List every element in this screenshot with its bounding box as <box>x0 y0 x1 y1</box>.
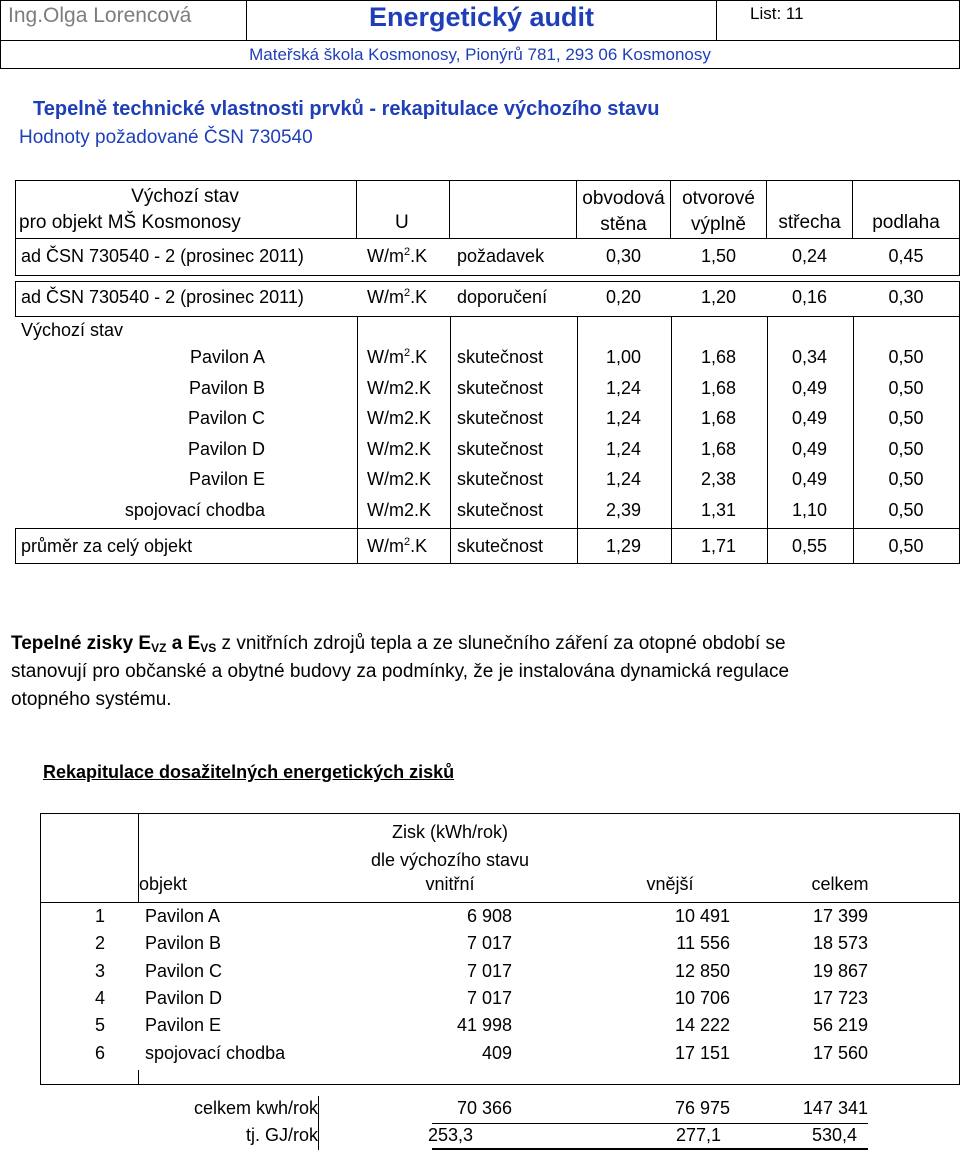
state-row-value: 1,24 <box>605 469 642 489</box>
sum-kwh-total: 147 341 <box>802 1098 868 1118</box>
requirement-roof: 0,24 <box>791 246 828 266</box>
gains-row-external: 10 491 <box>674 906 730 926</box>
requirement-label: ad ČSN 730540 - 2 (prosinec 2011) <box>21 246 304 266</box>
state-row-value: 1,68 <box>700 347 737 367</box>
state-row-value: 0,34 <box>791 347 828 367</box>
sum-kwh-internal: 70 366 <box>456 1098 512 1118</box>
gains-group-header: Zisk (kWh/rok) dle výchozího stavu <box>370 822 530 870</box>
section-subtitle: Hodnoty požadované ČSN 730540 <box>19 127 313 148</box>
gains-row-total: 18 573 <box>812 933 868 953</box>
state-row-unit: W/m2.K <box>367 378 432 398</box>
state-row-value: 0,50 <box>888 469 924 489</box>
gains-row-number: 2 <box>95 933 106 953</box>
header-roof: střecha <box>778 212 841 233</box>
recommendation-unit: $W/m^2.K$ <box>367 287 428 307</box>
requirement-unit: $W/m^2.K$ <box>367 246 428 266</box>
document-title: Energetický audit <box>368 2 595 32</box>
sheet-value: 11 <box>785 4 804 23</box>
state-row-unit: W/m2.K <box>367 439 432 459</box>
gains-row-internal: 7 017 <box>466 961 512 981</box>
state-row-type: skutečnost <box>457 347 544 367</box>
sum-kwh-label: celkem kwh/rok <box>193 1098 318 1118</box>
header-floor: podlaha <box>872 212 940 233</box>
gains-row-name: Pavilon C <box>145 961 223 981</box>
sum-kwh-external: 76 975 <box>674 1098 730 1118</box>
gains-row-total: 19 867 <box>812 961 868 981</box>
gains-row-external: 14 222 <box>674 1015 730 1035</box>
state-row-value: 1,24 <box>605 378 642 398</box>
average-type: skutečnost <box>457 536 544 556</box>
sheet-number <box>750 4 804 24</box>
gains-row-number: 4 <box>95 988 106 1008</box>
gains-row-number: 3 <box>95 961 106 981</box>
state-label: Výchozí stav <box>21 320 124 340</box>
state-row-value: 0,49 <box>791 439 828 459</box>
author-name: Ing.Olga Lorencová <box>8 4 192 27</box>
gains-row-name: Pavilon B <box>145 933 222 953</box>
state-row-value: 1,10 <box>791 500 828 520</box>
state-row-value: 0,50 <box>888 439 924 459</box>
average-label: průměr za celý objekt <box>21 536 193 556</box>
gains-row-external: 11 556 <box>676 933 730 953</box>
header-wall: obvodová stěna <box>582 188 665 235</box>
sheet-label: List: <box>750 4 782 23</box>
state-row-value: 2,38 <box>700 469 737 489</box>
state-row-unit: W/m2.K <box>367 408 432 428</box>
gains-row-number: 5 <box>95 1015 106 1035</box>
gains-row-total: 56 219 <box>812 1015 868 1035</box>
recommendation-label: ad ČSN 730540 - 2 (prosinec 2011) <box>21 287 304 307</box>
state-row-name: Pavilon E <box>188 469 265 489</box>
header-state: Výchozí stav <box>131 186 239 207</box>
gains-header-object: objekt <box>139 874 188 894</box>
recommendation-floor: 0,30 <box>888 287 924 307</box>
state-row-type: skutečnost <box>457 469 544 489</box>
state-row-name: Pavilon B <box>188 378 265 398</box>
requirement-floor: 0,45 <box>888 246 924 266</box>
state-row-value: 1,00 <box>605 347 642 367</box>
recommendation-roof: 0,16 <box>791 287 828 307</box>
average-wall: 1,29 <box>605 536 642 556</box>
heat-gain-paragraph: Tepelné zisky $E_{VZ}$ a $E_{VS}$ z vnitřních zdrojů tepla a ze slunečního záření za otopné období se stanovují pro občanské a obytné budovy za podmínky, že je instalována dynamická regulace otopného systému. <box>11 633 790 710</box>
average-unit: $W/m^2.K$ <box>367 536 428 556</box>
address-line: Mateřská škola Kosmonosy, Pionýrů 781, 293 06 Kosmonosy <box>249 45 711 64</box>
header-opening: otvorové výplně <box>682 188 755 235</box>
requirement-wall: 0,30 <box>605 246 642 266</box>
state-row-value: 1,68 <box>700 378 737 398</box>
gains-row-external: 12 850 <box>674 961 730 981</box>
requirement-opening: 1,50 <box>700 246 737 266</box>
gains-row-number: 6 <box>95 1043 106 1063</box>
state-row-value: 0,50 <box>888 500 924 520</box>
state-row-value: 1,24 <box>605 408 642 428</box>
state-row-type: skutečnost <box>457 500 544 520</box>
recommendation-type: doporučení <box>457 287 548 307</box>
sum-gj-internal: 253,3 <box>428 1125 474 1145</box>
gains-row-total: 17 560 <box>812 1043 868 1063</box>
gains-row-name: Pavilon E <box>145 1015 222 1035</box>
gains-row-internal: 7 017 <box>466 933 512 953</box>
state-row-name: Pavilon C <box>187 408 265 428</box>
state-row-value: 0,49 <box>791 408 828 428</box>
state-row-value: 0,50 <box>888 408 924 428</box>
sum-gj-label: tj. GJ/rok <box>245 1125 318 1145</box>
gains-row-internal: 41 998 <box>456 1015 512 1035</box>
section-title: Tepelně technické vlastnosti prvků - rekapitulace výchozího stavu <box>33 98 660 120</box>
requirement-type: požadavek <box>457 246 545 266</box>
gains-row-total: 17 723 <box>812 988 868 1008</box>
header-u: U <box>395 212 409 233</box>
state-row-unit: W/m2.K <box>367 469 432 489</box>
state-row-value: 0,50 <box>888 347 924 367</box>
state-row-name: Pavilon D <box>187 439 265 459</box>
gains-header-total: celkem <box>811 874 869 894</box>
gains-row-internal: 7 017 <box>466 988 512 1008</box>
average-roof: 0,55 <box>791 536 828 556</box>
gains-header-internal: vnitřní <box>425 874 475 894</box>
state-row-name: spojovací chodba <box>124 500 265 520</box>
gains-row-external: 10 706 <box>674 988 730 1008</box>
state-row-type: skutečnost <box>457 408 544 428</box>
state-row-value: 1,24 <box>605 439 642 459</box>
recommendation-opening: 1,20 <box>700 287 737 307</box>
gains-row-number: 1 <box>95 906 106 926</box>
average-floor: 0,50 <box>888 536 924 556</box>
state-row-type: skutečnost <box>457 378 544 398</box>
gains-header-external: vnější <box>646 874 694 894</box>
state-row-value: 2,39 <box>605 500 642 520</box>
state-row-unit: W/m2.K <box>367 500 432 520</box>
recommendation-wall: 0,20 <box>605 287 642 307</box>
state-row-value: 1,31 <box>700 500 737 520</box>
header-object: pro objekt MŠ Kosmonosy <box>19 212 241 233</box>
state-row-name: Pavilon A <box>189 347 265 367</box>
state-row-type: skutečnost <box>457 439 544 459</box>
state-row-value: 0,50 <box>888 378 924 398</box>
sum-gj-external: 277,1 <box>676 1125 722 1145</box>
gains-row-internal: 409 <box>481 1043 512 1063</box>
gains-row-external: 17 151 <box>674 1043 730 1063</box>
gains-row-name: spojovací chodba <box>145 1043 286 1063</box>
state-row-unit: $W/m^2.K$ <box>367 347 428 367</box>
gains-title: Rekapitulace dosažitelných energetických zisků <box>43 762 455 782</box>
state-row-value: 0,49 <box>791 469 828 489</box>
sum-gj-total: 530,4 <box>812 1125 858 1145</box>
state-row-value: 0,49 <box>791 378 828 398</box>
gains-row-name: Pavilon D <box>145 988 223 1008</box>
gains-row-internal: 6 908 <box>466 906 512 926</box>
state-row-value: 1,68 <box>700 439 737 459</box>
gains-row-total: 17 399 <box>812 906 868 926</box>
state-row-value: 1,68 <box>700 408 737 428</box>
average-opening: 1,71 <box>700 536 737 556</box>
gains-row-name: Pavilon A <box>145 906 221 926</box>
